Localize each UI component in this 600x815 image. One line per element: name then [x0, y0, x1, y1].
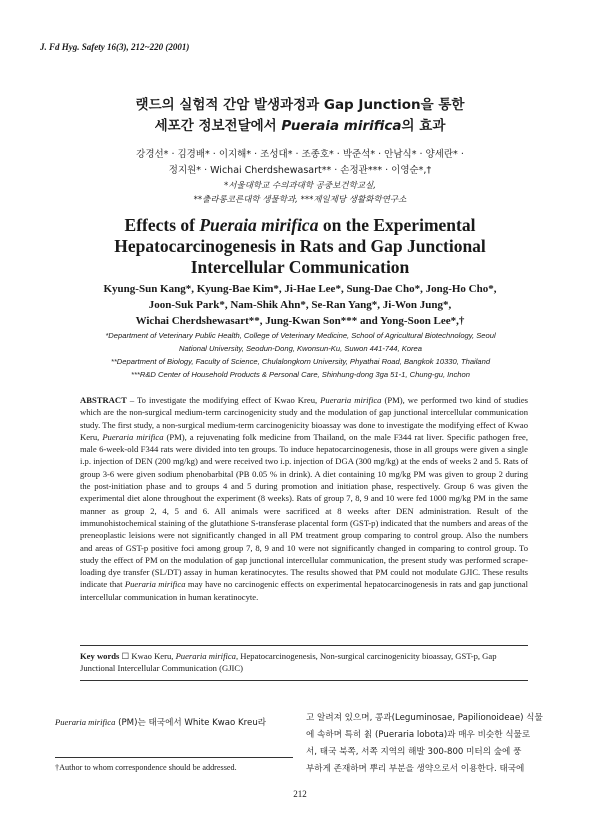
abstract-text-4: may have no carcinogenic effects on experimental hepatocarcinogenesis in rats and gap junctional intercellular communication in human keratinocyte. — [80, 579, 528, 602]
body-right-line-1: 고 알려져 있으며, 콩과(Leguminosae, Papilionoideae) 식물 — [306, 713, 543, 723]
body-right-line-3: 서, 태국 북쪽, 서쪽 지역의 해발 300-800 미터의 숲에 풍 — [306, 747, 522, 757]
body-right-line-4: 부하게 존재하며 뿌리 부분을 생약으로서 이용한다. 태국에 — [306, 764, 525, 774]
english-authors-line-3: Wichai Cherdshewasart**, Jung-Kwan Son*** and Yong-Soon Lee*,† — [135, 315, 465, 327]
korean-affiliation-line-1: *서울대학교 수의과대학 공중보건학교실, — [224, 181, 376, 191]
english-title-line-3: Intercellular Communication — [190, 257, 410, 277]
english-affiliation-line-4: ***R&D Center of Household Products & Personal Care, Shinhung-dong 3ga 51-1, Chung-gu, Inchon — [131, 370, 470, 379]
english-title-pre: Effects of — [124, 215, 200, 235]
english-affiliation-line-2: National University, Seodun-Dong, Kwonsun-Ku, Suwon 441-744, Korea — [179, 344, 422, 353]
abstract-text-2: (PM), we performed two kind of studies which are the non-surgical medium-term carcinogenicity study and the modulation of gap junctional intercellular communication study. The first study, a non-surgical medium-term carcinogenicity bioassay was done to investigate the modifying effect of Kwao Keru, — [80, 395, 528, 442]
journal-citation: J. Fd Hyg. Safety 16(3), 212~220 (2001) — [40, 42, 190, 52]
english-authors-line-1: Kyung-Sun Kang*, Kyung-Bae Kim*, Ji-Hae Lee*, Sung-Dae Cho*, Jong-Ho Cho*, — [103, 283, 497, 295]
abstract-text-1: – To investigate the modifying effect of Kwao Kreu, — [126, 395, 321, 405]
body-right-line-2: 에 속하며 특히 칡 (Pueraria lobota)과 매우 비슷한 식물로 — [306, 730, 531, 740]
footnote-rule — [55, 757, 293, 758]
keywords-top-rule — [80, 645, 528, 646]
abstract-species-2: Pueraria mirifica — [102, 431, 164, 442]
keywords — [80, 650, 528, 675]
abstract — [80, 394, 528, 603]
english-title-post: on the Experimental — [318, 215, 476, 235]
korean-affiliation-line-2: **출라롱코른대학 생물학과, ***제일제당 생활화학연구소 — [193, 195, 407, 205]
body-species: Pueraria mirifica — [55, 717, 116, 727]
english-authors-line-2: Joon-Suk Park*, Nam-Shik Ahn*, Se-Ran Yang*, Ji-Won Jung*, — [148, 299, 452, 311]
body-left-text: (PM)는 태국에서 White Kwao Kreu라 — [115, 718, 267, 728]
keywords-box: ☐ — [121, 651, 130, 661]
korean-title-post: 의 효과 — [401, 118, 446, 134]
abstract-label: ABSTRACT — [80, 395, 127, 405]
english-title-line-1 — [40, 215, 560, 236]
english-title-line-2: Hepatocarcinogenesis in Rats and Gap Junctional — [114, 236, 486, 256]
english-affiliation-line-3: **Department of Biology, Faculty of Science, Chulalongkorn University, Phyathai Road, Bangkok 10330, Thailand — [110, 357, 491, 366]
abstract-species-1: Pueraria mirifica — [320, 395, 382, 405]
korean-authors-line-1: 강경선* · 김경배* · 이지해* · 조성대* · 조종호* · 박준석* · 안남식* · 양세란* · — [136, 149, 464, 160]
abstract-species-3: Pueraria mirifica — [124, 579, 186, 590]
body-right-column — [306, 710, 558, 778]
korean-authors-line-2: 정지원* · Wichai Cherdshewasart** · 손정관*** · 이영순*,† — [168, 165, 432, 176]
abstract-text-3: (PM), a rejuvenating folk medicine from Thailand, on the male F344 rat liver. Specific pathogen free, male 6-week-old F344 rats were divided into ten groups. To induce hepatocarcinogenesis, those in all groups were given a single i.p. injection of DEN (200 mg/kg) and were received two i.p. injection of DGA (300 mg/kg) at the ends of weeks 2 and 5. Rats of group 3-6 were given sodium phenobarbital (PB 0.05 % in drink). A diet containing 10 mg/kg PM was given to group 2 during the post-initiation phase and to groups 4 and 5 during promotion and initiation phase, respectively. Group 6 was given the experimental diet alone throughout the experiment (8 weeks). Rats of group 7, 8, 9 and 10 were fed 1000 mg/kg PM in the same manner as group 2, 4, 5 and 6. All animals were sacrificed at 8 weeks after DEN administration. Result of the immunohistochemical staining of the glutathione S-transferase placental form (GST-p) indicated that the numbers and areas of the preneoplastic leisions were not significantly changed in all PM treatment group comparing to control group. Also the numbers and areas of GST-p positive foci among group 7, 8, 9 and 10 were not significantly changed in comparing to control group. To study the effect of PM on the modulation of gap junctional intercellular communication, the present study was performed scrape-loading dye transfer (SL/DT) assay in human keratinocytes. The results showed that PM could not modulate GJIC. These results indicate that — [80, 431, 528, 590]
keywords-species: Pueraria mirifica — [175, 651, 236, 661]
keywords-text-2: , Hepatocarcinogenesis, Non-surgical carcinogenicity bioassay, GST-p, Gap Junctional Intercellular Communication (GJIC) — [80, 651, 497, 674]
page-number: 212 — [293, 789, 307, 799]
keywords-label: Key words — [80, 651, 120, 661]
korean-title-species: Pueraia mirifica — [281, 118, 402, 134]
korean-title-line-2 — [60, 116, 540, 136]
footnote: †Author to whom correspondence should be addressed. — [55, 763, 237, 772]
english-affiliation-line-1: *Department of Veterinary Public Health, College of Veterinary Medicine, School of Agricultural Biotechnology, Seoul — [105, 331, 496, 340]
body-left-column — [55, 715, 293, 730]
english-title-species: Pueraia mirifica — [199, 215, 319, 235]
korean-title-line-1: 랫드의 실험적 간암 발생과정과 Gap Junction을 통한 — [135, 97, 465, 113]
korean-title-pre: 세포간 정보전달에서 — [154, 118, 282, 134]
keywords-text-1: Kwao Keru, — [129, 651, 176, 661]
keywords-bottom-rule — [80, 680, 528, 681]
